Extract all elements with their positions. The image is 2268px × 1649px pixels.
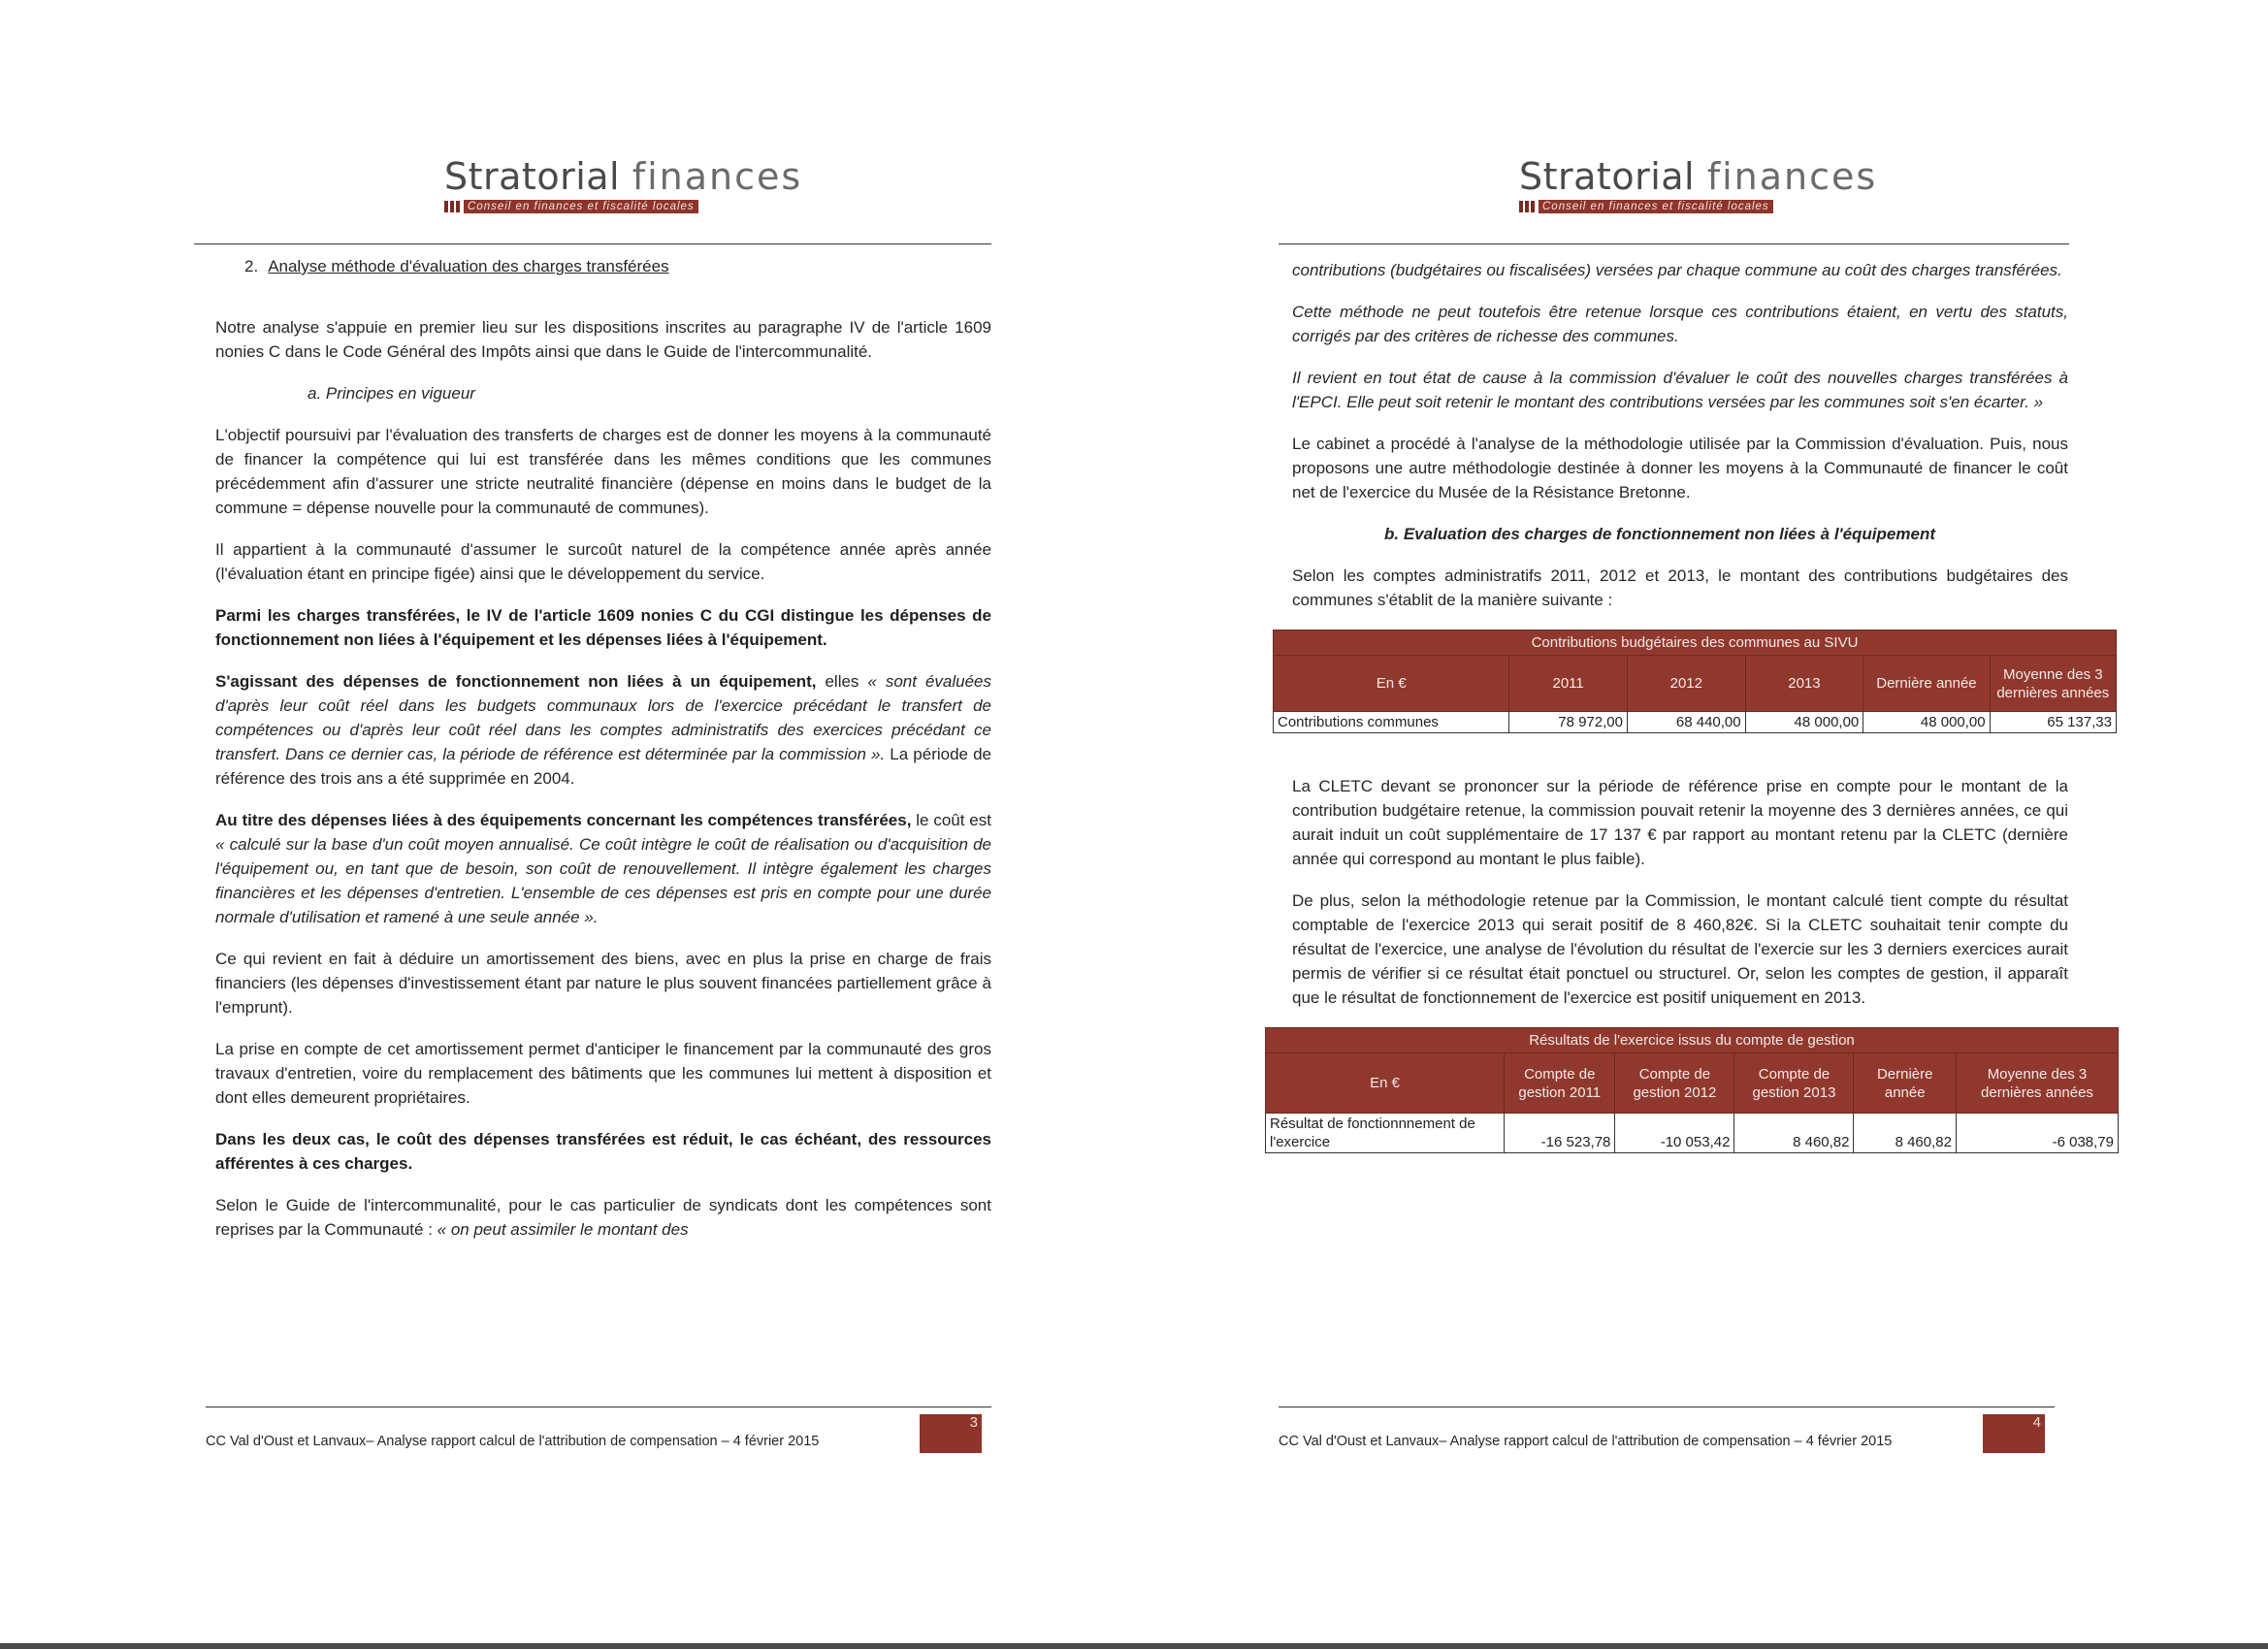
table-header: 2013	[1745, 656, 1863, 712]
logo-title-main: Stratorial	[1519, 155, 1696, 198]
table-cell: -6 038,79	[1956, 1114, 2118, 1153]
table-header: 2011	[1509, 656, 1628, 712]
logo-bars-icon	[1519, 201, 1535, 212]
table-header: En €	[1266, 1053, 1505, 1114]
contributions-table	[1273, 630, 2117, 733]
header-rule	[194, 243, 991, 244]
footer-text: CC Val d'Oust et Lanvaux– Analyse rapport calcul de l'attribution de compensation – 4 février 2015	[206, 1434, 820, 1449]
subheading-principes: a. Principes en vigueur	[308, 384, 475, 403]
paragraph: La CLETC devant se prononcer sur la période de référence prise en compte pour le montant de la contribution budgétaire retenue, la commission pouvait retenir la moyenne des 3 dernières années, ce qui aurait induit un coût supplémentaire de 17 137 € par rapport au montant retenu par la CLETC (dernière année qui correspond au montant le plus faible).	[1292, 777, 2068, 868]
stratorial-logo	[444, 155, 802, 213]
paragraph: Il appartient à la communauté d'assumer le surcoût naturel de la compétence année après année (l'évaluation étant en principe figée) ainsi que le développement du service.	[215, 540, 991, 583]
table-header: Compte de gestion 2012	[1615, 1053, 1734, 1114]
page-number-badge: 3	[920, 1414, 982, 1453]
table-cell: 48 000,00	[1745, 712, 1863, 733]
paragraph-quote: contributions (budgétaires ou fiscalisées) versées par chaque commune au coût des charges transférées.	[1292, 261, 2062, 279]
table-header: Moyenne des 3 dernières années	[1990, 656, 2116, 712]
document-page-3	[194, 0, 999, 1639]
document-page-4	[1270, 0, 2114, 1639]
table-header: Moyenne des 3 dernières années	[1956, 1053, 2118, 1114]
table-header: En €	[1274, 656, 1509, 712]
subheading-evaluation: b. Evaluation des charges de fonctionnement non liées à l'équipement	[1384, 525, 1935, 543]
table-row	[1274, 712, 2117, 733]
logo-title-light: finances	[1706, 155, 1878, 198]
header-rule	[1279, 243, 2069, 244]
table-cell: -16 523,78	[1505, 1114, 1615, 1153]
logo-title	[1519, 155, 1877, 198]
stratorial-logo	[1519, 155, 1877, 213]
paragraph: La prise en compte de cet amortissement permet d'anticiper le financement par la communauté des gros travaux d'entretien, voire du remplacement des bâtiments que les communes lui mettent à disposition et dont elles demeurent propriétaires.	[215, 1040, 991, 1107]
table-row-label: Résultat de fonctionnnement de l'exercice	[1266, 1114, 1505, 1153]
table-header: 2012	[1627, 656, 1745, 712]
logo-tagline: Conseil en finances et fiscalité locales	[464, 200, 698, 213]
table-cell: 65 137,33	[1990, 712, 2116, 733]
table-cell: -10 053,42	[1615, 1114, 1734, 1153]
paragraph: Ce qui revient en fait à déduire un amortissement des biens, avec en plus la prise en charge de frais financiers (les dépenses d'investissement étant par nature le plus souvent financées partiellement grâce à l'emprunt).	[215, 950, 991, 1017]
logo-title	[444, 155, 802, 198]
table-header: Dernière année	[1863, 656, 1990, 712]
paragraph-bold: Dans les deux cas, le coût des dépenses transférées est réduit, le cas échéant, des ressources afférentes à ces charges.	[215, 1130, 991, 1173]
paragraph: L'objectif poursuivi par l'évaluation des transferts de charges est de donner les moyens à la communauté de financer la compétence qui lui est transférée dans les mêmes conditions que les communes précédemment afin d'assurer une stricte neutralité financière (dépense en moins dans le budget de la commune = dépense nouvelle pour la communauté de communes).	[215, 426, 991, 517]
paragraph-bold: Parmi les charges transférées, le IV de l'article 1609 nonies C du CGI distingue les dépenses de fonctionnement non liées à l'équipement et les dépenses liées à l'équipement.	[215, 606, 991, 649]
logo-title-main: Stratorial	[444, 155, 621, 198]
table-row-label: Contributions communes	[1274, 712, 1509, 733]
paragraph-quote: Selon le Guide de l'intercommunalité, pour le cas particulier de syndicats dont les compétences sont reprises par la Communauté : « on peut assimiler le montant des	[215, 1196, 991, 1239]
table-header: Compte de gestion 2011	[1505, 1053, 1615, 1114]
table-caption: Contributions budgétaires des communes au SIVU	[1274, 630, 2117, 656]
footer-rule	[1279, 1406, 2055, 1407]
paragraph-quote: S'agissant des dépenses de fonctionnement non liées à un équipement, elles « sont évaluées d'après leur coût réel dans les budgets communaux lors de l'exercice précédant le transfert de compétences ou d'après leur coût réel dans les comptes administratifs des exercices précédant ce transfert. Dans ce dernier cas, la période de référence est déterminée par la commission ». La période de référence des trois ans a été supprimée en 2004.	[215, 672, 992, 788]
page-4-body	[1270, 258, 2114, 1182]
logo-title-light: finances	[632, 155, 803, 198]
page-3-body	[215, 254, 991, 1259]
table-cell: 68 440,00	[1627, 712, 1745, 733]
table-header: Dernière année	[1854, 1053, 1956, 1114]
footer-rule	[206, 1406, 991, 1407]
scan-edge	[0, 1643, 2268, 1649]
table-cell: 48 000,00	[1863, 712, 1990, 733]
paragraph-quote: Il revient en tout état de cause à la commission d'évaluer le coût des nouvelles charges transférées à l'EPCI. Elle peut soit retenir le montant des contributions versées par les communes soit s'en écarter. »	[1292, 369, 2068, 411]
footer-text: CC Val d'Oust et Lanvaux– Analyse rapport calcul de l'attribution de compensation – 4 février 2015	[1279, 1434, 1893, 1449]
table-caption: Résultats de l'exercice issus du compte de gestion	[1266, 1028, 2119, 1053]
table-header: Compte de gestion 2013	[1734, 1053, 1854, 1114]
paragraph: Le cabinet a procédé à l'analyse de la méthodologie utilisée par la Commission d'évaluation. Puis, nous proposons une autre méthodologie destinée à donner les moyens à la Communauté de financer le coût net de l'exercice du Musée de la Résistance Bretonne.	[1292, 435, 2068, 501]
table-row	[1266, 1114, 2119, 1153]
paragraph-quote: Au titre des dépenses liées à des équipements concernant les compétences transférées, le coût est « calculé sur la base d'un coût moyen annualisé. Ce coût intègre le coût de réalisation ou d'acquisition de l'équipement ou, en tant que de besoin, son coût de renouvellement. Il intègre également les charges financières et les dépenses d'entretien. L'ensemble de ces dépenses est pris en compte pour une durée normale d'utilisation et ramené à une seule année ».	[215, 811, 991, 926]
logo-bars-icon	[444, 201, 460, 212]
table-cell: 8 460,82	[1734, 1114, 1854, 1153]
paragraph: De plus, selon la méthodologie retenue par la Commission, le montant calculé tient compte du résultat comptable de l'exercice 2013 qui serait positif de 8 460,82€. Si la CLETC souhaitait tenir compte du résultat de l'exercice, une analyse de l'évolution du résultat de l'exercie sur les 3 derniers exercices aurait permis de vérifier si ce résultat était ponctuel ou structurel. Or, selon les comptes de gestion, il apparaît que le résultat de fonctionnement de l'exercice est positif uniquement en 2013.	[1292, 891, 2068, 1007]
table-cell: 78 972,00	[1509, 712, 1628, 733]
resultats-table	[1265, 1027, 2119, 1153]
paragraph: Selon les comptes administratifs 2011, 2012 et 2013, le montant des contributions budgétaires des communes s'établit de la manière suivante :	[1292, 566, 2068, 609]
paragraph-quote: Cette méthode ne peut toutefois être retenue lorsque ces contributions étaient, en vertu des statuts, corrigés par des critères de richesse des communes.	[1292, 303, 2068, 345]
section-heading: 2. Analyse méthode d'évaluation des charges transférées	[244, 257, 669, 275]
logo-tagline: Conseil en finances et fiscalité locales	[1539, 200, 1773, 213]
table-cell: 8 460,82	[1854, 1114, 1956, 1153]
paragraph-intro: Notre analyse s'appuie en premier lieu sur les dispositions inscrites au paragraphe IV de l'article 1609 nonies C dans le Code Général des Impôts ainsi que dans le Guide de l'intercommunalité.	[215, 318, 991, 361]
page-number-badge: 4	[1983, 1414, 2045, 1453]
